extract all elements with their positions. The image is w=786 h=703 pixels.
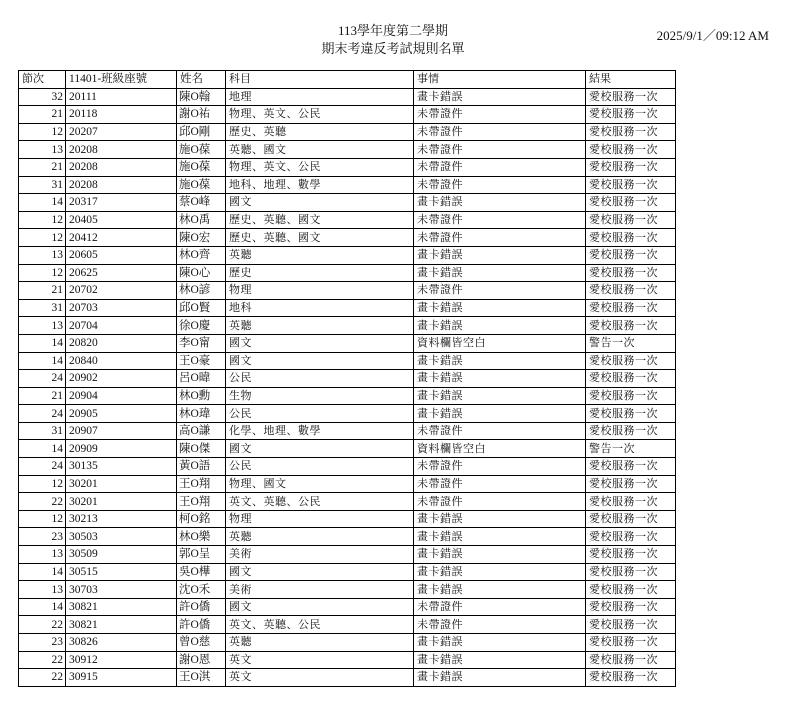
- cell-name: 王O翔: [177, 475, 226, 493]
- cell-period: 31: [19, 299, 66, 317]
- cell-result: 愛校服務一次: [586, 634, 676, 652]
- cell-reason: 畫卡錯誤: [414, 246, 586, 264]
- cell-reason: 畫卡錯誤: [414, 528, 586, 546]
- cell-name: 陳O傑: [177, 440, 226, 458]
- cell-result: 愛校服務一次: [586, 563, 676, 581]
- cell-result: 愛校服務一次: [586, 141, 676, 159]
- cell-period: 14: [19, 334, 66, 352]
- cell-subject: 物理、英文、公民: [226, 106, 414, 124]
- cell-result: 愛校服務一次: [586, 458, 676, 476]
- cell-reason: 未帶證件: [414, 475, 586, 493]
- cell-subject: 英聽: [226, 317, 414, 335]
- cell-subject: 英文: [226, 651, 414, 669]
- cell-reason: 未帶證件: [414, 141, 586, 159]
- cell-subject: 地科、地理、數學: [226, 176, 414, 194]
- cell-period: 12: [19, 211, 66, 229]
- table-row: [19, 581, 676, 599]
- table-row: [19, 246, 676, 264]
- cell-period: 14: [19, 598, 66, 616]
- cell-period: 22: [19, 493, 66, 511]
- cell-class-seat: 30915: [66, 669, 177, 687]
- cell-class-seat: 30213: [66, 510, 177, 528]
- cell-class-seat: 30821: [66, 598, 177, 616]
- cell-name: 林O諺: [177, 282, 226, 300]
- cell-result: 愛校服務一次: [586, 88, 676, 106]
- cell-reason: 畫卡錯誤: [414, 510, 586, 528]
- table-row: [19, 176, 676, 194]
- cell-period: 24: [19, 458, 66, 476]
- cell-name: 呂O暐: [177, 370, 226, 388]
- cell-result: 愛校服務一次: [586, 528, 676, 546]
- cell-subject: 公民: [226, 370, 414, 388]
- table-row: [19, 651, 676, 669]
- cell-subject: 歷史、英聽: [226, 123, 414, 141]
- cell-period: 21: [19, 387, 66, 405]
- cell-period: 14: [19, 440, 66, 458]
- table-row: [19, 88, 676, 106]
- cell-result: 愛校服務一次: [586, 405, 676, 423]
- cell-period: 22: [19, 669, 66, 687]
- column-header-class-seat: 11401-班級座號: [66, 71, 177, 89]
- table-row: [19, 334, 676, 352]
- cell-reason: 未帶證件: [414, 158, 586, 176]
- table-row: [19, 475, 676, 493]
- cell-period: 21: [19, 282, 66, 300]
- cell-class-seat: 20702: [66, 282, 177, 300]
- column-header-result: 結果: [586, 71, 676, 89]
- cell-class-seat: 30503: [66, 528, 177, 546]
- column-header-name: 姓名: [177, 71, 226, 89]
- cell-period: 13: [19, 581, 66, 599]
- cell-period: 13: [19, 546, 66, 564]
- table-row: [19, 158, 676, 176]
- table-row: [19, 106, 676, 124]
- cell-name: 施O葆: [177, 176, 226, 194]
- table-row: [19, 634, 676, 652]
- cell-result: 愛校服務一次: [586, 510, 676, 528]
- cell-class-seat: 20118: [66, 106, 177, 124]
- cell-subject: 英文、英聽、公民: [226, 493, 414, 511]
- table-body: [19, 88, 676, 686]
- cell-period: 12: [19, 264, 66, 282]
- column-header-reason: 事情: [414, 71, 586, 89]
- cell-period: 23: [19, 528, 66, 546]
- cell-reason: 畫卡錯誤: [414, 563, 586, 581]
- cell-class-seat: 20840: [66, 352, 177, 370]
- table-row: [19, 616, 676, 634]
- cell-subject: 物理、國文: [226, 475, 414, 493]
- cell-name: 謝O祐: [177, 106, 226, 124]
- cell-class-seat: 30135: [66, 458, 177, 476]
- cell-subject: 英文、英聽、公民: [226, 616, 414, 634]
- cell-class-seat: 20909: [66, 440, 177, 458]
- table-row: [19, 493, 676, 511]
- table-header: [19, 71, 676, 89]
- cell-class-seat: 30912: [66, 651, 177, 669]
- cell-subject: 國文: [226, 563, 414, 581]
- cell-result: 愛校服務一次: [586, 264, 676, 282]
- cell-class-seat: 30201: [66, 475, 177, 493]
- cell-class-seat: 30703: [66, 581, 177, 599]
- cell-name: 邱O賢: [177, 299, 226, 317]
- document-subtitle: 期末考違反考試規則名單: [321, 41, 465, 56]
- column-header-period: 節次: [19, 71, 66, 89]
- cell-name: 林O齊: [177, 246, 226, 264]
- cell-period: 22: [19, 651, 66, 669]
- cell-result: 愛校服務一次: [586, 123, 676, 141]
- cell-class-seat: 20317: [66, 194, 177, 212]
- cell-reason: 畫卡錯誤: [414, 581, 586, 599]
- cell-class-seat: 20905: [66, 405, 177, 423]
- cell-subject: 英聽: [226, 528, 414, 546]
- cell-class-seat: 20904: [66, 387, 177, 405]
- cell-period: 23: [19, 634, 66, 652]
- cell-reason: 畫卡錯誤: [414, 88, 586, 106]
- table-row: [19, 141, 676, 159]
- cell-subject: 化學、地理、數學: [226, 422, 414, 440]
- cell-result: 愛校服務一次: [586, 422, 676, 440]
- cell-name: 李O甯: [177, 334, 226, 352]
- table-row: [19, 211, 676, 229]
- table-row: [19, 352, 676, 370]
- cell-class-seat: 20412: [66, 229, 177, 247]
- cell-result: 愛校服務一次: [586, 299, 676, 317]
- cell-reason: 未帶證件: [414, 422, 586, 440]
- cell-class-seat: 20902: [66, 370, 177, 388]
- table-row: [19, 422, 676, 440]
- cell-result: 愛校服務一次: [586, 229, 676, 247]
- cell-name: 柯O銘: [177, 510, 226, 528]
- cell-reason: 畫卡錯誤: [414, 299, 586, 317]
- cell-period: 12: [19, 510, 66, 528]
- header-row: [19, 71, 676, 89]
- cell-reason: 畫卡錯誤: [414, 651, 586, 669]
- cell-period: 14: [19, 352, 66, 370]
- cell-subject: 歷史、英聽、國文: [226, 211, 414, 229]
- cell-name: 林O樂: [177, 528, 226, 546]
- document-title: 113學年度第二學期: [337, 23, 449, 38]
- cell-subject: 地科: [226, 299, 414, 317]
- table-row: [19, 317, 676, 335]
- cell-subject: 英聽、國文: [226, 141, 414, 159]
- cell-reason: 畫卡錯誤: [414, 634, 586, 652]
- table-row: [19, 282, 676, 300]
- cell-result: 愛校服務一次: [586, 598, 676, 616]
- cell-class-seat: 20207: [66, 123, 177, 141]
- cell-subject: 英聽: [226, 634, 414, 652]
- cell-subject: 國文: [226, 334, 414, 352]
- cell-result: 愛校服務一次: [586, 581, 676, 599]
- cell-reason: 資料欄皆空白: [414, 334, 586, 352]
- cell-result: 愛校服務一次: [586, 282, 676, 300]
- cell-period: 31: [19, 176, 66, 194]
- cell-reason: 未帶證件: [414, 229, 586, 247]
- cell-period: 22: [19, 616, 66, 634]
- table-row: [19, 194, 676, 212]
- cell-subject: 物理: [226, 510, 414, 528]
- cell-name: 蔡O峰: [177, 194, 226, 212]
- cell-class-seat: 20208: [66, 176, 177, 194]
- cell-period: 14: [19, 563, 66, 581]
- cell-result: 愛校服務一次: [586, 669, 676, 687]
- cell-subject: 美術: [226, 546, 414, 564]
- cell-class-seat: 20820: [66, 334, 177, 352]
- table-row: [19, 458, 676, 476]
- cell-period: 32: [19, 88, 66, 106]
- cell-result: 愛校服務一次: [586, 106, 676, 124]
- cell-name: 邱O剛: [177, 123, 226, 141]
- cell-result: 愛校服務一次: [586, 387, 676, 405]
- cell-subject: 歷史: [226, 264, 414, 282]
- cell-class-seat: 20405: [66, 211, 177, 229]
- table-row: [19, 510, 676, 528]
- cell-result: 愛校服務一次: [586, 317, 676, 335]
- cell-result: 愛校服務一次: [586, 211, 676, 229]
- cell-reason: 未帶證件: [414, 176, 586, 194]
- cell-result: 愛校服務一次: [586, 246, 676, 264]
- table-row: [19, 123, 676, 141]
- table-row: [19, 405, 676, 423]
- cell-reason: 未帶證件: [414, 123, 586, 141]
- cell-class-seat: 30821: [66, 616, 177, 634]
- cell-reason: 畫卡錯誤: [414, 317, 586, 335]
- cell-result: 警告一次: [586, 334, 676, 352]
- cell-name: 吳O樺: [177, 563, 226, 581]
- cell-name: 王O豪: [177, 352, 226, 370]
- table-row: [19, 598, 676, 616]
- cell-result: 愛校服務一次: [586, 194, 676, 212]
- cell-reason: 未帶證件: [414, 616, 586, 634]
- cell-name: 許O僑: [177, 598, 226, 616]
- cell-result: 愛校服務一次: [586, 651, 676, 669]
- cell-reason: 畫卡錯誤: [414, 546, 586, 564]
- cell-subject: 美術: [226, 581, 414, 599]
- cell-name: 王O淇: [177, 669, 226, 687]
- cell-reason: 未帶證件: [414, 282, 586, 300]
- cell-name: 陳O宏: [177, 229, 226, 247]
- cell-name: 王O翔: [177, 493, 226, 511]
- table-row: [19, 264, 676, 282]
- table-row: [19, 387, 676, 405]
- cell-reason: 資料欄皆空白: [414, 440, 586, 458]
- cell-period: 13: [19, 141, 66, 159]
- cell-class-seat: 30201: [66, 493, 177, 511]
- cell-name: 許O僑: [177, 616, 226, 634]
- cell-period: 24: [19, 370, 66, 388]
- table-row: [19, 370, 676, 388]
- cell-name: 謝O恩: [177, 651, 226, 669]
- table-row: [19, 528, 676, 546]
- cell-result: 愛校服務一次: [586, 352, 676, 370]
- cell-subject: 公民: [226, 458, 414, 476]
- cell-reason: 畫卡錯誤: [414, 387, 586, 405]
- cell-reason: 未帶證件: [414, 493, 586, 511]
- cell-subject: 物理: [226, 282, 414, 300]
- cell-period: 14: [19, 194, 66, 212]
- cell-reason: 未帶證件: [414, 106, 586, 124]
- cell-reason: 未帶證件: [414, 211, 586, 229]
- cell-reason: 未帶證件: [414, 458, 586, 476]
- violations-table: [18, 70, 676, 687]
- cell-class-seat: 30515: [66, 563, 177, 581]
- cell-reason: 畫卡錯誤: [414, 370, 586, 388]
- cell-result: 警告一次: [586, 440, 676, 458]
- column-header-subject: 科目: [226, 71, 414, 89]
- cell-reason: 畫卡錯誤: [414, 194, 586, 212]
- table-row: [19, 229, 676, 247]
- cell-subject: 英聽: [226, 246, 414, 264]
- cell-name: 陳O翰: [177, 88, 226, 106]
- cell-subject: 生物: [226, 387, 414, 405]
- cell-class-seat: 30509: [66, 546, 177, 564]
- cell-name: 林O勳: [177, 387, 226, 405]
- cell-name: 施O葆: [177, 141, 226, 159]
- cell-result: 愛校服務一次: [586, 475, 676, 493]
- cell-class-seat: 20704: [66, 317, 177, 335]
- cell-reason: 畫卡錯誤: [414, 264, 586, 282]
- cell-result: 愛校服務一次: [586, 370, 676, 388]
- cell-class-seat: 20111: [66, 88, 177, 106]
- cell-name: 徐O慶: [177, 317, 226, 335]
- cell-result: 愛校服務一次: [586, 616, 676, 634]
- cell-period: 12: [19, 123, 66, 141]
- cell-name: 曾O慈: [177, 634, 226, 652]
- cell-period: 21: [19, 158, 66, 176]
- cell-name: 沈O禾: [177, 581, 226, 599]
- cell-subject: 公民: [226, 405, 414, 423]
- cell-period: 13: [19, 246, 66, 264]
- cell-result: 愛校服務一次: [586, 493, 676, 511]
- cell-subject: 國文: [226, 598, 414, 616]
- cell-reason: 畫卡錯誤: [414, 405, 586, 423]
- cell-subject: 地理: [226, 88, 414, 106]
- cell-class-seat: 20703: [66, 299, 177, 317]
- cell-subject: 物理、英文、公民: [226, 158, 414, 176]
- cell-name: 高O謙: [177, 422, 226, 440]
- print-timestamp: 2025/9/1／09:12 AM: [656, 28, 769, 43]
- cell-subject: 英文: [226, 669, 414, 687]
- cell-period: 21: [19, 106, 66, 124]
- cell-subject: 國文: [226, 194, 414, 212]
- cell-period: 24: [19, 405, 66, 423]
- cell-class-seat: 20605: [66, 246, 177, 264]
- cell-reason: 畫卡錯誤: [414, 352, 586, 370]
- cell-class-seat: 20625: [66, 264, 177, 282]
- cell-class-seat: 20907: [66, 422, 177, 440]
- cell-period: 12: [19, 475, 66, 493]
- cell-class-seat: 30826: [66, 634, 177, 652]
- table-row: [19, 440, 676, 458]
- cell-result: 愛校服務一次: [586, 158, 676, 176]
- cell-name: 施O葆: [177, 158, 226, 176]
- cell-subject: 歷史、英聽、國文: [226, 229, 414, 247]
- cell-reason: 畫卡錯誤: [414, 669, 586, 687]
- cell-name: 林O禹: [177, 211, 226, 229]
- cell-class-seat: 20208: [66, 158, 177, 176]
- cell-period: 31: [19, 422, 66, 440]
- table-row: [19, 563, 676, 581]
- cell-name: 黃O語: [177, 458, 226, 476]
- cell-name: 林O瑋: [177, 405, 226, 423]
- cell-result: 愛校服務一次: [586, 176, 676, 194]
- cell-period: 13: [19, 317, 66, 335]
- cell-reason: 未帶證件: [414, 598, 586, 616]
- cell-subject: 國文: [226, 440, 414, 458]
- table-row: [19, 546, 676, 564]
- cell-name: 陳O心: [177, 264, 226, 282]
- cell-subject: 國文: [226, 352, 414, 370]
- cell-class-seat: 20208: [66, 141, 177, 159]
- cell-period: 12: [19, 229, 66, 247]
- cell-name: 郭O呈: [177, 546, 226, 564]
- cell-result: 愛校服務一次: [586, 546, 676, 564]
- table-row: [19, 299, 676, 317]
- table-row: [19, 669, 676, 687]
